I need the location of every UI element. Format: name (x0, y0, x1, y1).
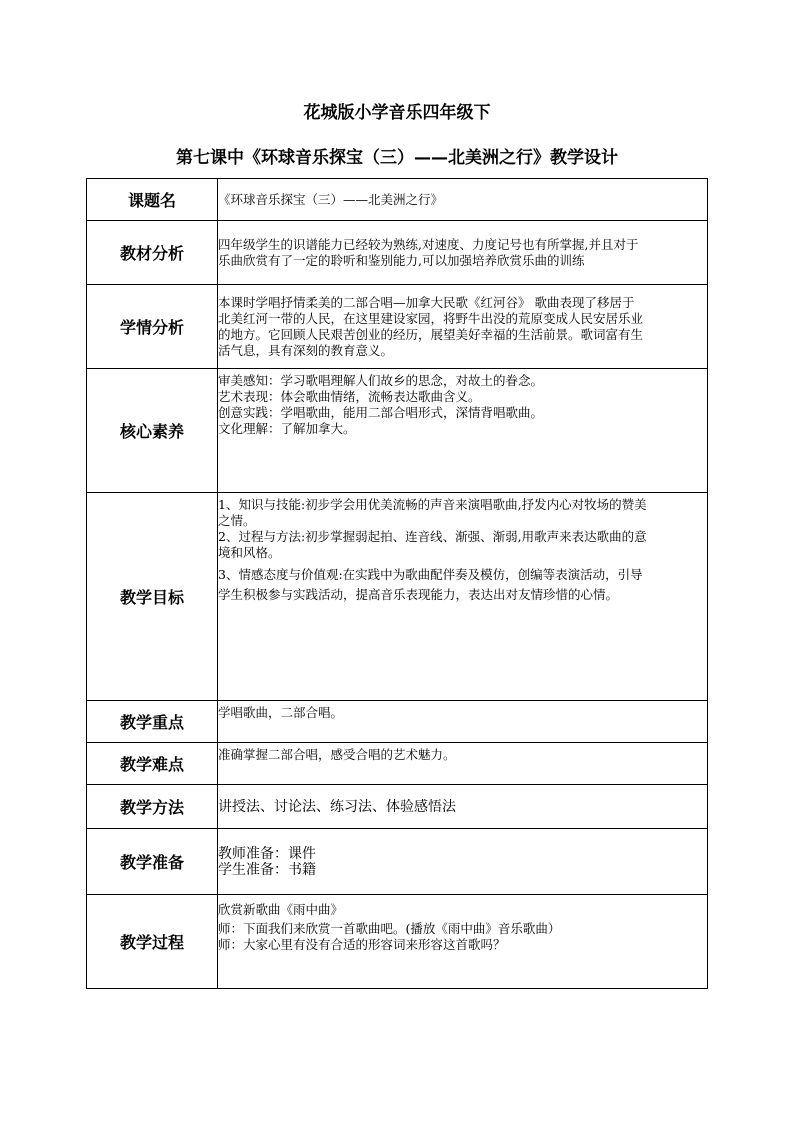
key-points-value: 学唱歌曲，二部合唱。 (218, 701, 708, 743)
topic-value: 《环球音乐探宝（三）——北美洲之行》 (218, 179, 708, 221)
students-line: 北美红河一带的人民，在这里建设家园，将野牛出没的荒原变成人民安居乐业 (218, 310, 644, 326)
literacy-content (218, 369, 708, 493)
key-points-label: 教学重点 (87, 701, 218, 743)
table-row-preparation (87, 829, 708, 895)
objectives-line: 境和风格。 (218, 545, 281, 560)
preparation-line: 教师准备：课件 (218, 845, 316, 862)
students-content (218, 285, 708, 369)
table-row-literacy (87, 369, 708, 493)
objectives-line: 3、情感态度与价值观:在实践中为歌曲配伴奏及模仿，创编等表演活动，引导 (218, 567, 643, 582)
students-line: 活气息，具有深刻的教育意义。 (218, 342, 394, 358)
document-title: 花城版小学音乐四年级下 (303, 103, 491, 123)
difficulties-label: 教学难点 (87, 743, 218, 785)
literacy-line: 审美感知：学习歌唱理解人们故乡的思念，对故土的眷念。 (218, 373, 544, 388)
material-line: 四年级学生的识谱能力已经较为熟练,对速度、力度记号也有所掌握,并且对于 (218, 236, 639, 252)
process-line: 师：下面我们来欣赏一首歌曲吧。(播放《雨中曲》音乐歌曲） (218, 921, 561, 936)
table-row-methods (87, 785, 708, 829)
document-subtitle: 第七课中《环球音乐探宝（三）——北美洲之行》教学设计 (176, 148, 618, 168)
process-line: 欣赏新歌曲《雨中曲》 (218, 902, 344, 917)
process-content (218, 895, 708, 989)
table-row-process (87, 895, 708, 989)
methods-label: 教学方法 (87, 785, 218, 829)
difficulties-value: 准确掌握二部合唱，感受合唱的艺术魅力。 (218, 743, 708, 785)
material-line: 乐曲欣赏有了一定的聆听和鉴别能力,可以加强培养欣赏乐曲的训练 (218, 252, 585, 268)
preparation-line: 学生准备：书籍 (218, 861, 316, 878)
students-line: 的地方。它回顾人民艰苦创业的经历，展望美好幸福的生活前景。歌词富有生 (218, 326, 644, 342)
literacy-line: 创意实践：学唱歌曲，能用二部合唱形式，深情背唱歌曲。 (218, 405, 544, 420)
literacy-line: 艺术表现：体会歌曲情绪，流畅表达歌曲含义。 (218, 389, 481, 404)
process-label: 教学过程 (87, 895, 218, 989)
table-row-objectives (87, 493, 708, 701)
process-line: 师：大家心里有没有合适的形容词来形容这首歌吗？ (218, 937, 506, 952)
students-line: 本课时学唱抒情柔美的二部合唱—加拿大民歌《红河谷》 歌曲表现了移居于 (218, 294, 635, 310)
preparation-label: 教学准备 (87, 829, 218, 895)
objectives-label: 教学目标 (87, 493, 218, 701)
literacy-label: 核心素养 (87, 369, 218, 493)
objectives-content (218, 493, 708, 701)
material-content (218, 221, 708, 285)
objectives-line: 1、知识与技能:初步学会用优美流畅的声音来演唱歌曲,抒发内心对牧场的赞美 (218, 497, 647, 512)
table-row-material (87, 221, 708, 285)
objectives-line: 2、过程与方法:初步掌握弱起拍、连音线、渐强、渐弱,用歌声来表达歌曲的意 (218, 529, 647, 544)
lesson-plan-table (86, 178, 708, 989)
students-label: 学情分析 (87, 285, 218, 369)
table-row-key-points (87, 701, 708, 743)
preparation-content (218, 829, 708, 895)
material-label: 教材分析 (87, 221, 218, 285)
topic-label: 课题名 (87, 179, 218, 221)
table-row-topic (87, 179, 708, 221)
table-row-students (87, 285, 708, 369)
table-row-difficulties (87, 743, 708, 785)
objectives-line: 之情。 (218, 513, 256, 528)
methods-value: 讲授法、讨论法、练习法、体验感悟法 (218, 785, 708, 829)
literacy-line: 文化理解：了解加拿大。 (218, 421, 356, 436)
objectives-line: 学生积极参与实践活动，提高音乐表现能力，表达出对友情珍惜的心情。 (218, 587, 619, 602)
